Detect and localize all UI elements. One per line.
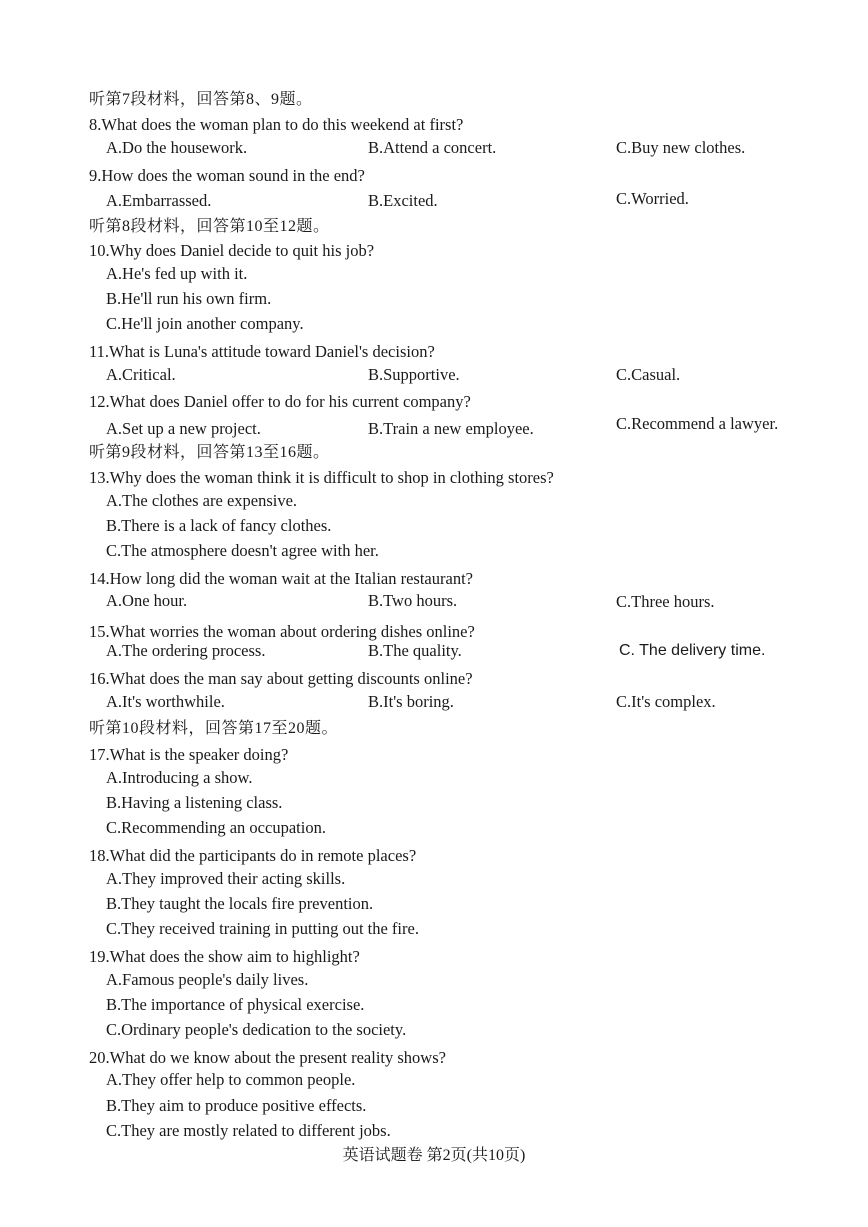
option-a: A.Do the housework. xyxy=(106,138,248,157)
option-c: C.They received training in putting out the fire. xyxy=(106,919,419,938)
question-text: 11.What is Luna's attitude toward Daniel's decision? xyxy=(89,342,435,361)
option-b: B.They aim to produce positive effects. xyxy=(106,1096,367,1115)
option-c: C. The delivery time. xyxy=(619,642,766,659)
question-text: 14.How long did the woman wait at the Italian restaurant? xyxy=(89,569,473,588)
option-a: A.Embarrassed. xyxy=(106,191,212,210)
question-text: 12.What does Daniel offer to do for his current company? xyxy=(89,392,471,411)
option-c: C.Ordinary people's dedication to the society. xyxy=(106,1020,407,1039)
option-c: C.He'll join another company. xyxy=(106,314,304,333)
option-b: B.Having a listening class. xyxy=(106,793,283,812)
option-c: C.They are mostly related to different jobs. xyxy=(106,1121,391,1140)
option-a: A.He's fed up with it. xyxy=(106,264,248,283)
question-text: 20.What do we know about the present reality shows? xyxy=(89,1048,446,1067)
option-b: B.Supportive. xyxy=(368,365,460,384)
section-heading: 听第8段材料，回答第10至12题。 xyxy=(89,218,330,235)
option-a: A.The ordering process. xyxy=(106,641,266,660)
option-c: C.The atmosphere doesn't agree with her. xyxy=(106,541,379,560)
option-b: B.Attend a concert. xyxy=(368,138,497,157)
question-text: 9.How does the woman sound in the end? xyxy=(89,166,365,185)
option-a: A.Set up a new project. xyxy=(106,419,261,438)
page-footer: 英语试题卷 第2页(共10页) xyxy=(342,1147,526,1164)
option-b: B.Two hours. xyxy=(368,591,458,610)
section-heading: 听第10段材料，回答第17至20题。 xyxy=(89,720,339,737)
question-text: 15.What worries the woman about ordering dishes online? xyxy=(89,622,475,641)
option-a: A.Critical. xyxy=(106,365,176,384)
section-heading: 听第9段材料，回答第13至16题。 xyxy=(89,444,330,461)
option-c: C.Buy new clothes. xyxy=(616,138,746,157)
option-c: C.Recommend a lawyer. xyxy=(616,414,779,433)
option-b: B.Excited. xyxy=(368,191,438,210)
question-text: 17.What is the speaker doing? xyxy=(89,745,289,764)
option-c: C.It's complex. xyxy=(616,692,716,711)
option-b: B.There is a lack of fancy clothes. xyxy=(106,516,332,535)
option-a: A.One hour. xyxy=(106,591,188,610)
option-c: C.Worried. xyxy=(616,189,689,208)
option-b: B.He'll run his own firm. xyxy=(106,289,272,308)
question-text: 13.Why does the woman think it is difficult to shop in clothing stores? xyxy=(89,468,554,487)
question-text: 16.What does the man say about getting discounts online? xyxy=(89,669,473,688)
question-text: 18.What did the participants do in remote places? xyxy=(89,846,417,865)
option-b: B.Train a new employee. xyxy=(368,419,534,438)
option-a: A.They improved their acting skills. xyxy=(106,869,346,888)
option-a: A.Famous people's daily lives. xyxy=(106,970,309,989)
option-a: A.The clothes are expensive. xyxy=(106,491,298,510)
option-b: B.It's boring. xyxy=(368,692,454,711)
question-text: 8.What does the woman plan to do this weekend at first? xyxy=(89,115,464,134)
option-a: A.They offer help to common people. xyxy=(106,1070,356,1089)
option-a: A.It's worthwhile. xyxy=(106,692,225,711)
option-b: B.The quality. xyxy=(368,641,462,660)
option-c: C.Casual. xyxy=(616,365,681,384)
option-a: A.Introducing a show. xyxy=(106,768,253,787)
option-c: C.Three hours. xyxy=(616,592,715,611)
question-text: 19.What does the show aim to highlight? xyxy=(89,947,360,966)
option-b: B.The importance of physical exercise. xyxy=(106,995,365,1014)
option-c: C.Recommending an occupation. xyxy=(106,818,326,837)
option-b: B.They taught the locals fire prevention. xyxy=(106,894,374,913)
section-heading: 听第7段材料，回答第8、9题。 xyxy=(89,91,313,108)
question-text: 10.Why does Daniel decide to quit his job? xyxy=(89,241,375,260)
